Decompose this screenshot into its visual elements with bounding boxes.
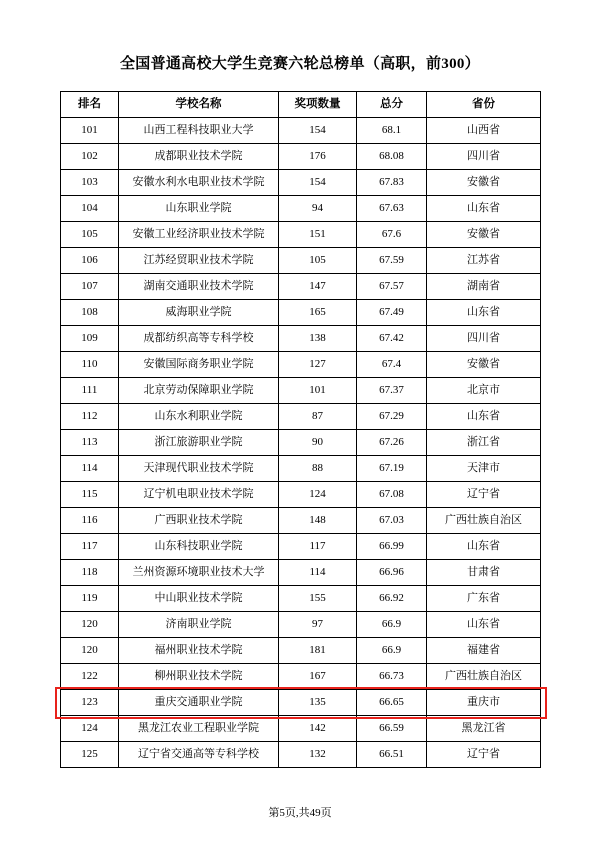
cell-school: 辽宁省交通高等专科学校 xyxy=(119,742,279,768)
cell-awards: 142 xyxy=(279,716,357,742)
cell-awards: 154 xyxy=(279,170,357,196)
cell-province: 辽宁省 xyxy=(427,742,541,768)
cell-rank: 108 xyxy=(61,300,119,326)
table-row xyxy=(61,170,541,196)
cell-province: 黑龙江省 xyxy=(427,716,541,742)
cell-province: 广东省 xyxy=(427,586,541,612)
column-header-rank: 排名 xyxy=(61,92,119,118)
cell-rank: 122 xyxy=(61,664,119,690)
cell-awards: 105 xyxy=(279,248,357,274)
cell-awards: 90 xyxy=(279,430,357,456)
cell-rank: 116 xyxy=(61,508,119,534)
cell-province: 安徽省 xyxy=(427,170,541,196)
table-row xyxy=(61,612,541,638)
cell-province: 山东省 xyxy=(427,612,541,638)
table-row xyxy=(61,404,541,430)
cell-school: 黑龙江农业工程职业学院 xyxy=(119,716,279,742)
cell-rank: 115 xyxy=(61,482,119,508)
cell-province: 重庆市 xyxy=(427,690,541,716)
cell-awards: 154 xyxy=(279,118,357,144)
column-header-school: 学校名称 xyxy=(119,92,279,118)
cell-score: 66.59 xyxy=(357,716,427,742)
cell-province: 山东省 xyxy=(427,534,541,560)
cell-awards: 124 xyxy=(279,482,357,508)
cell-rank: 125 xyxy=(61,742,119,768)
table-row xyxy=(61,326,541,352)
cell-province: 山东省 xyxy=(427,404,541,430)
cell-score: 67.37 xyxy=(357,378,427,404)
table-row xyxy=(61,638,541,664)
cell-rank: 124 xyxy=(61,716,119,742)
cell-school: 江苏经贸职业技术学院 xyxy=(119,248,279,274)
cell-score: 67.83 xyxy=(357,170,427,196)
table-row xyxy=(61,378,541,404)
cell-school: 威海职业学院 xyxy=(119,300,279,326)
table-row xyxy=(61,248,541,274)
table-row xyxy=(61,534,541,560)
cell-province: 广西壮族自治区 xyxy=(427,664,541,690)
cell-school: 中山职业技术学院 xyxy=(119,586,279,612)
cell-awards: 132 xyxy=(279,742,357,768)
cell-score: 66.96 xyxy=(357,560,427,586)
table-row xyxy=(61,742,541,768)
cell-rank: 110 xyxy=(61,352,119,378)
cell-awards: 147 xyxy=(279,274,357,300)
cell-rank: 101 xyxy=(61,118,119,144)
table-row xyxy=(61,560,541,586)
cell-rank: 105 xyxy=(61,222,119,248)
cell-awards: 87 xyxy=(279,404,357,430)
table-row xyxy=(61,274,541,300)
cell-school: 北京劳动保障职业学院 xyxy=(119,378,279,404)
cell-score: 67.42 xyxy=(357,326,427,352)
cell-score: 67.59 xyxy=(357,248,427,274)
table-row xyxy=(61,690,541,716)
cell-awards: 114 xyxy=(279,560,357,586)
table-row xyxy=(61,430,541,456)
cell-score: 66.65 xyxy=(357,690,427,716)
cell-rank: 117 xyxy=(61,534,119,560)
cell-province: 北京市 xyxy=(427,378,541,404)
cell-school: 福州职业技术学院 xyxy=(119,638,279,664)
cell-province: 山东省 xyxy=(427,196,541,222)
cell-rank: 107 xyxy=(61,274,119,300)
page-title: 全国普通高校大学生竞赛六轮总榜单（高职，前300） xyxy=(119,56,480,72)
cell-rank: 106 xyxy=(61,248,119,274)
table-row xyxy=(61,118,541,144)
cell-school: 济南职业学院 xyxy=(119,612,279,638)
cell-awards: 138 xyxy=(279,326,357,352)
cell-score: 67.29 xyxy=(357,404,427,430)
table-row xyxy=(61,716,541,742)
cell-school: 浙江旅游职业学院 xyxy=(119,430,279,456)
table-header xyxy=(61,92,541,118)
cell-school: 成都纺织高等专科学校 xyxy=(119,326,279,352)
cell-school: 山东科技职业学院 xyxy=(119,534,279,560)
table-row xyxy=(61,508,541,534)
cell-score: 67.26 xyxy=(357,430,427,456)
cell-score: 67.4 xyxy=(357,352,427,378)
column-header-province: 省份 xyxy=(427,92,541,118)
cell-score: 66.9 xyxy=(357,638,427,664)
table-row xyxy=(61,586,541,612)
cell-province: 四川省 xyxy=(427,326,541,352)
cell-awards: 101 xyxy=(279,378,357,404)
cell-rank: 119 xyxy=(61,586,119,612)
cell-score: 66.9 xyxy=(357,612,427,638)
cell-score: 66.92 xyxy=(357,586,427,612)
cell-province: 福建省 xyxy=(427,638,541,664)
cell-province: 辽宁省 xyxy=(427,482,541,508)
ranking-table xyxy=(60,91,541,768)
cell-school: 山东职业学院 xyxy=(119,196,279,222)
cell-rank: 114 xyxy=(61,456,119,482)
cell-rank: 113 xyxy=(61,430,119,456)
cell-score: 67.49 xyxy=(357,300,427,326)
cell-awards: 88 xyxy=(279,456,357,482)
cell-awards: 97 xyxy=(279,612,357,638)
cell-province: 四川省 xyxy=(427,144,541,170)
cell-province: 湖南省 xyxy=(427,274,541,300)
cell-awards: 176 xyxy=(279,144,357,170)
cell-score: 68.1 xyxy=(357,118,427,144)
cell-school: 成都职业技术学院 xyxy=(119,144,279,170)
cell-school: 安徽工业经济职业技术学院 xyxy=(119,222,279,248)
cell-province: 天津市 xyxy=(427,456,541,482)
column-header-awards: 奖项数量 xyxy=(279,92,357,118)
cell-school: 安徽水利水电职业技术学院 xyxy=(119,170,279,196)
cell-rank: 112 xyxy=(61,404,119,430)
cell-province: 广西壮族自治区 xyxy=(427,508,541,534)
cell-awards: 117 xyxy=(279,534,357,560)
cell-school: 广西职业技术学院 xyxy=(119,508,279,534)
cell-awards: 165 xyxy=(279,300,357,326)
cell-awards: 181 xyxy=(279,638,357,664)
cell-score: 66.51 xyxy=(357,742,427,768)
cell-awards: 135 xyxy=(279,690,357,716)
cell-score: 66.99 xyxy=(357,534,427,560)
table-body xyxy=(61,118,541,768)
table-header-row xyxy=(61,92,541,118)
cell-awards: 148 xyxy=(279,508,357,534)
cell-awards: 151 xyxy=(279,222,357,248)
cell-rank: 123 xyxy=(61,690,119,716)
cell-rank: 104 xyxy=(61,196,119,222)
cell-province: 甘肃省 xyxy=(427,560,541,586)
cell-score: 67.57 xyxy=(357,274,427,300)
cell-rank: 109 xyxy=(61,326,119,352)
cell-awards: 167 xyxy=(279,664,357,690)
cell-school: 山西工程科技职业大学 xyxy=(119,118,279,144)
cell-rank: 103 xyxy=(61,170,119,196)
cell-province: 安徽省 xyxy=(427,222,541,248)
cell-province: 江苏省 xyxy=(427,248,541,274)
column-header-score: 总分 xyxy=(357,92,427,118)
cell-rank: 120 xyxy=(61,638,119,664)
cell-school: 山东水利职业学院 xyxy=(119,404,279,430)
table-row xyxy=(61,144,541,170)
table-row xyxy=(61,352,541,378)
cell-province: 山东省 xyxy=(427,300,541,326)
cell-school: 柳州职业技术学院 xyxy=(119,664,279,690)
cell-score: 66.73 xyxy=(357,664,427,690)
cell-score: 67.19 xyxy=(357,456,427,482)
table-row xyxy=(61,482,541,508)
page-footer: 第5页,共49页 xyxy=(268,807,332,819)
cell-province: 安徽省 xyxy=(427,352,541,378)
cell-rank: 120 xyxy=(61,612,119,638)
cell-score: 67.63 xyxy=(357,196,427,222)
cell-awards: 127 xyxy=(279,352,357,378)
cell-school: 兰州资源环境职业技术大学 xyxy=(119,560,279,586)
cell-rank: 102 xyxy=(61,144,119,170)
table-row xyxy=(61,664,541,690)
table-row xyxy=(61,222,541,248)
table-row xyxy=(61,196,541,222)
cell-awards: 94 xyxy=(279,196,357,222)
cell-school: 安徽国际商务职业学院 xyxy=(119,352,279,378)
cell-score: 68.08 xyxy=(357,144,427,170)
table-row xyxy=(61,300,541,326)
cell-score: 67.03 xyxy=(357,508,427,534)
cell-score: 67.08 xyxy=(357,482,427,508)
cell-school: 湖南交通职业技术学院 xyxy=(119,274,279,300)
cell-rank: 118 xyxy=(61,560,119,586)
cell-province: 山西省 xyxy=(427,118,541,144)
cell-school: 辽宁机电职业技术学院 xyxy=(119,482,279,508)
cell-province: 浙江省 xyxy=(427,430,541,456)
cell-awards: 155 xyxy=(279,586,357,612)
cell-school: 天津现代职业技术学院 xyxy=(119,456,279,482)
table-row xyxy=(61,456,541,482)
cell-score: 67.6 xyxy=(357,222,427,248)
cell-rank: 111 xyxy=(61,378,119,404)
cell-school: 重庆交通职业学院 xyxy=(119,690,279,716)
